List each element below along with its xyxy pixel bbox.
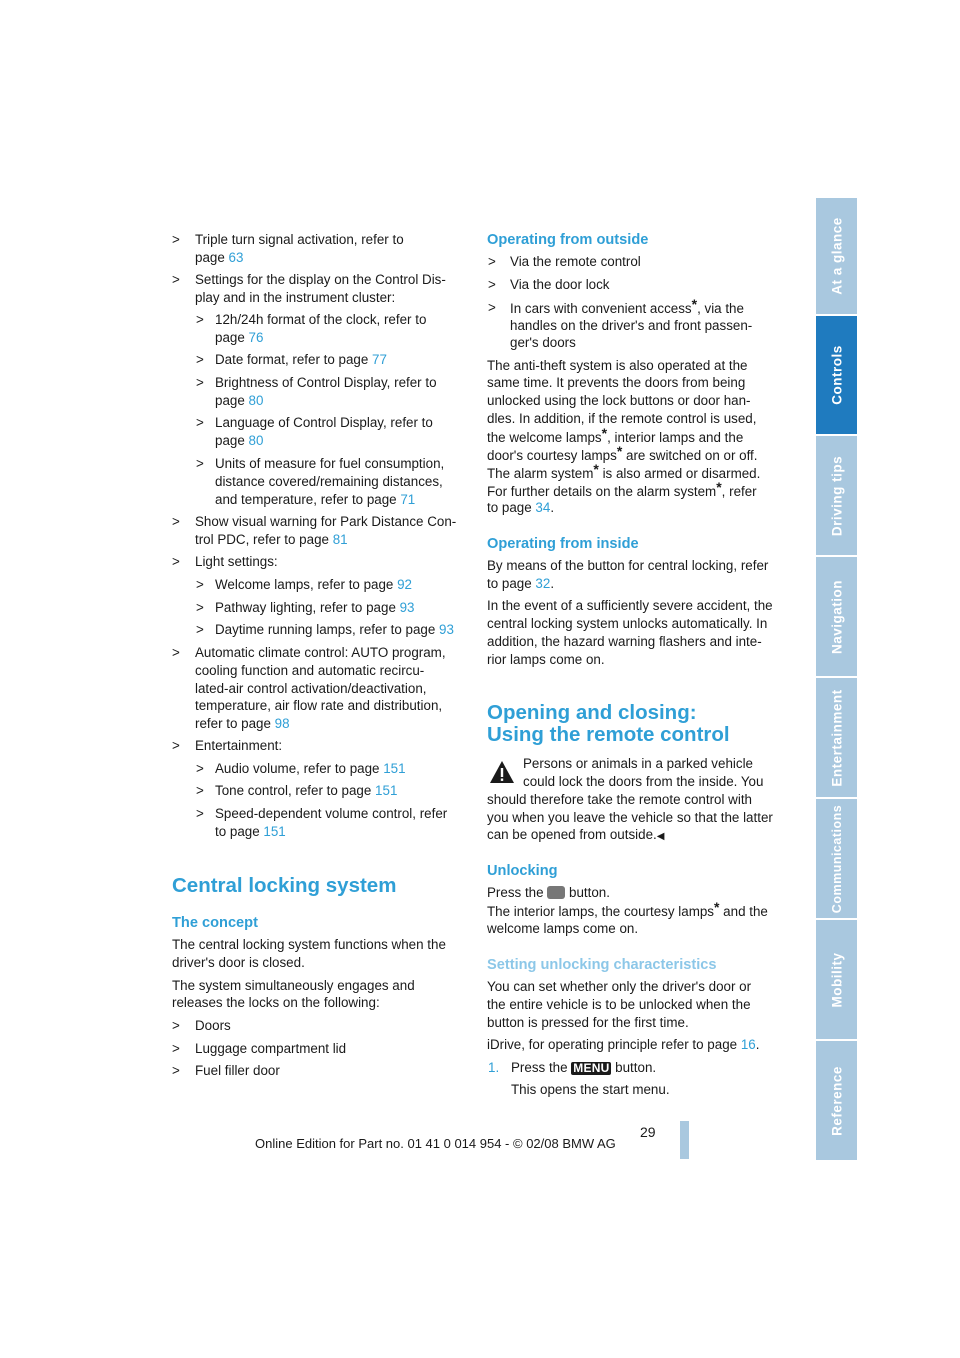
option-asterisk: * bbox=[714, 899, 720, 915]
tab-driving-tips[interactable] bbox=[816, 436, 857, 555]
list-item-text: page 80 bbox=[215, 433, 264, 448]
list-item-text: Doors bbox=[195, 1018, 231, 1033]
option-asterisk: * bbox=[593, 461, 599, 477]
tab-entertainment[interactable] bbox=[816, 678, 857, 797]
bullet-marker: > bbox=[172, 1063, 180, 1078]
bullet-marker: > bbox=[488, 254, 496, 269]
list-item-text: Tone control, refer to page 151 bbox=[215, 783, 398, 798]
paragraph-text: The anti-theft system is also operated at the bbox=[487, 358, 748, 373]
bullet-marker: > bbox=[196, 577, 204, 592]
list-item-text: Brightness of Control Display, refer to bbox=[215, 375, 437, 390]
paragraph-text: The system simultaneously engages and bbox=[172, 978, 415, 993]
list-item-text: lated-air control activation/deactivation, bbox=[195, 681, 427, 696]
page-reference-link[interactable]: 76 bbox=[248, 330, 264, 345]
paragraph-text: By means of the button for central locking, refer bbox=[487, 558, 769, 573]
page-reference-link[interactable]: 77 bbox=[372, 352, 387, 367]
remote-unlock-button-icon bbox=[547, 886, 565, 899]
tab-label: Entertainment bbox=[829, 688, 844, 787]
list-item-text: Units of measure for fuel consumption, bbox=[215, 456, 445, 471]
footer-bar bbox=[680, 1121, 689, 1159]
bullet-marker: > bbox=[172, 232, 180, 247]
subsection-heading: Operating from inside bbox=[487, 536, 639, 552]
paragraph-text: addition, the hazard warning flashers and inte- bbox=[487, 634, 762, 649]
page-reference-link[interactable]: 16 bbox=[740, 1037, 756, 1052]
bullet-marker: > bbox=[196, 456, 204, 471]
list-item-text: and temperature, refer to page 71 bbox=[215, 492, 416, 507]
warning-text: should therefore take the remote control with bbox=[487, 792, 752, 807]
paragraph-text: Press the button. bbox=[487, 885, 610, 900]
page-reference-link[interactable]: 32 bbox=[535, 576, 551, 591]
paragraph-text: the entire vehicle is to be unlocked when the bbox=[487, 997, 751, 1012]
option-asterisk: * bbox=[691, 296, 698, 312]
paragraph-text: welcome lamps come on. bbox=[487, 921, 639, 936]
paragraph-text: unlocked using the lock buttons or door han- bbox=[487, 393, 751, 408]
paragraph-text: releases the locks on the following: bbox=[172, 995, 380, 1010]
paragraph-text: The central locking system functions when the bbox=[172, 937, 446, 952]
tab-label: Driving tips bbox=[829, 455, 844, 536]
bullet-marker: > bbox=[172, 738, 180, 753]
list-item-text: Speed-dependent volume control, refer bbox=[215, 806, 448, 821]
paragraph-text: central locking system unlocks automatically. In bbox=[487, 616, 768, 631]
tab-label: Navigation bbox=[829, 579, 844, 654]
section-heading: Central locking system bbox=[172, 874, 397, 897]
footer-text: Online Edition for Part no. 01 41 0 014 954 - © 02/08 BMW AG bbox=[255, 1136, 616, 1151]
list-item-text: Fuel filler door bbox=[195, 1063, 280, 1078]
warning-text: you when you leave the vehicle so that the latter bbox=[487, 810, 773, 825]
list-item-text: page 80 bbox=[215, 393, 264, 408]
page-number: 29 bbox=[640, 1124, 656, 1140]
bullet-marker: > bbox=[196, 622, 204, 637]
tab-label: Communications bbox=[829, 804, 844, 913]
list-item-text: trol PDC, refer to page 81 bbox=[195, 532, 348, 547]
list-item-text: page 63 bbox=[195, 250, 244, 265]
bullet-marker: > bbox=[172, 554, 180, 569]
paragraph-text: For further details on the alarm system*, refer bbox=[487, 479, 757, 499]
list-item-text: Via the remote control bbox=[510, 254, 641, 269]
page-reference-link[interactable]: 151 bbox=[383, 761, 406, 776]
section-heading: Opening and closing: bbox=[487, 701, 697, 724]
list-item-text: Luggage compartment lid bbox=[195, 1041, 347, 1056]
bullet-marker: > bbox=[196, 415, 204, 430]
list-item-text: page 76 bbox=[215, 330, 264, 345]
list-item-text: Date format, refer to page 77 bbox=[215, 352, 387, 367]
paragraph-text: The alarm system* is also armed or disarmed. bbox=[487, 461, 761, 481]
page-reference-link[interactable]: 93 bbox=[439, 622, 454, 637]
page-reference-link[interactable]: 151 bbox=[263, 824, 286, 839]
list-item-text: ger's doors bbox=[510, 335, 576, 350]
tab-label: At a glance bbox=[829, 217, 844, 295]
paragraph-text: You can set whether only the driver's door or bbox=[487, 979, 752, 994]
list-item-text: play and in the instrument cluster: bbox=[195, 290, 396, 305]
tab-label: Mobility bbox=[829, 952, 844, 1007]
warning-triangle-icon bbox=[489, 760, 515, 784]
tab-communications[interactable] bbox=[816, 799, 857, 918]
paragraph-text: door's courtesy lamps* are switched on or off. bbox=[487, 443, 758, 463]
end-of-warning-marker: ◀ bbox=[656, 831, 665, 842]
option-asterisk: * bbox=[601, 425, 608, 441]
bullet-marker: > bbox=[196, 783, 204, 798]
warning-text: can be opened from outside.◀ bbox=[487, 827, 665, 842]
paragraph-text: button is pressed for the first time. bbox=[487, 1015, 689, 1030]
paragraph-text: dles. In addition, if the remote control is used, bbox=[487, 411, 757, 426]
bullet-marker: > bbox=[172, 272, 180, 287]
bullet-marker: > bbox=[196, 806, 204, 821]
bullet-marker: > bbox=[196, 375, 204, 390]
list-item-text: to page 151 bbox=[215, 824, 286, 839]
list-item-text: Show visual warning for Park Distance Con- bbox=[195, 514, 457, 529]
page-reference-link[interactable]: 81 bbox=[332, 532, 348, 547]
list-item-text: cooling function and automatic recircu- bbox=[195, 663, 425, 678]
list-item-text: Language of Control Display, refer to bbox=[215, 415, 433, 430]
bullet-marker: > bbox=[172, 514, 180, 529]
list-item-text: Triple turn signal activation, refer to bbox=[195, 232, 404, 247]
list-item-text: refer to page 98 bbox=[195, 716, 290, 731]
paragraph-text: The interior lamps, the courtesy lamps* and the bbox=[487, 899, 768, 919]
paragraph-text: the welcome lamps*, interior lamps and the bbox=[487, 425, 744, 445]
subsection-heading: Unlocking bbox=[487, 863, 558, 879]
list-item-text: handles on the driver's and front passen- bbox=[510, 318, 753, 333]
tab-reference[interactable] bbox=[816, 1041, 857, 1160]
list-item-text: temperature, air flow rate and distribution, bbox=[195, 698, 443, 713]
bullet-marker: > bbox=[488, 277, 496, 292]
section-heading: Using the remote control bbox=[487, 723, 730, 746]
step-text: This opens the start menu. bbox=[511, 1082, 670, 1097]
tab-navigation[interactable] bbox=[816, 557, 857, 676]
step-number: 1. bbox=[488, 1060, 500, 1075]
bullet-marker: > bbox=[196, 352, 204, 367]
page-reference-link[interactable]: 63 bbox=[228, 250, 244, 265]
page-reference-link[interactable]: 80 bbox=[248, 433, 264, 448]
subsection-heading: Setting unlocking characteristics bbox=[487, 957, 717, 973]
subsection-heading: Operating from outside bbox=[487, 232, 649, 248]
page-reference-link[interactable]: 98 bbox=[274, 716, 290, 731]
list-item-text: distance covered/remaining distances, bbox=[215, 474, 443, 489]
list-item-text: Via the door lock bbox=[510, 277, 610, 292]
paragraph-text: driver's door is closed. bbox=[172, 955, 305, 970]
list-item-text: Pathway lighting, refer to page 93 bbox=[215, 600, 415, 615]
page-reference-link[interactable]: 93 bbox=[399, 600, 415, 615]
tab-mobility[interactable] bbox=[816, 920, 857, 1039]
bullet-marker: > bbox=[196, 312, 204, 327]
paragraph-text: same time. It prevents the doors from being bbox=[487, 375, 746, 390]
list-item-text: Daytime running lamps, refer to page 93 bbox=[215, 622, 454, 637]
list-item-text: 12h/24h format of the clock, refer to bbox=[215, 312, 427, 327]
paragraph-text: iDrive, for operating principle refer to page 16. bbox=[487, 1037, 760, 1052]
list-item-text: Automatic climate control: AUTO program, bbox=[195, 645, 446, 660]
menu-button-icon: MENU bbox=[573, 1061, 610, 1075]
bullet-marker: > bbox=[196, 600, 204, 615]
list-item-text: Settings for the display on the Control Dis- bbox=[195, 272, 446, 287]
bullet-marker: > bbox=[488, 300, 496, 315]
step-text: Press the MENU button. bbox=[511, 1060, 657, 1075]
list-item-text: Light settings: bbox=[195, 554, 278, 569]
page-reference-link[interactable]: 34 bbox=[535, 500, 551, 515]
tab-controls[interactable] bbox=[816, 316, 857, 434]
paragraph-text: to page 34. bbox=[487, 500, 555, 515]
bullet-marker: > bbox=[172, 645, 180, 660]
page-reference-link[interactable]: 71 bbox=[400, 492, 416, 507]
list-item-text: Welcome lamps, refer to page 92 bbox=[215, 577, 413, 592]
warning-text: could lock the doors from the inside. You bbox=[523, 774, 764, 789]
paragraph-text: rior lamps come on. bbox=[487, 652, 605, 667]
subsection-heading: The concept bbox=[172, 915, 258, 931]
list-item-text: Audio volume, refer to page 151 bbox=[215, 761, 406, 776]
warning-text: Persons or animals in a parked vehicle bbox=[523, 756, 753, 771]
page-reference-link[interactable]: 151 bbox=[375, 783, 398, 798]
tab-label: Controls bbox=[829, 345, 844, 405]
paragraph-text: In the event of a sufficiently severe accident, the bbox=[487, 598, 773, 613]
page-reference-link[interactable]: 92 bbox=[397, 577, 413, 592]
chapter-tab-bar bbox=[816, 198, 857, 1160]
list-item-text: Entertainment: bbox=[195, 738, 283, 753]
list-item-text: In cars with convenient access*, via the bbox=[510, 296, 744, 316]
paragraph-text: to page 32. bbox=[487, 576, 555, 591]
bullet-marker: > bbox=[196, 761, 204, 776]
bullet-marker: > bbox=[172, 1041, 180, 1056]
page-reference-link[interactable]: 80 bbox=[248, 393, 264, 408]
option-asterisk: * bbox=[716, 479, 722, 495]
bullet-marker: > bbox=[172, 1018, 180, 1033]
tab-label: Reference bbox=[829, 1065, 844, 1136]
tab-at-a-glance[interactable] bbox=[816, 198, 857, 314]
option-asterisk: * bbox=[616, 443, 623, 459]
